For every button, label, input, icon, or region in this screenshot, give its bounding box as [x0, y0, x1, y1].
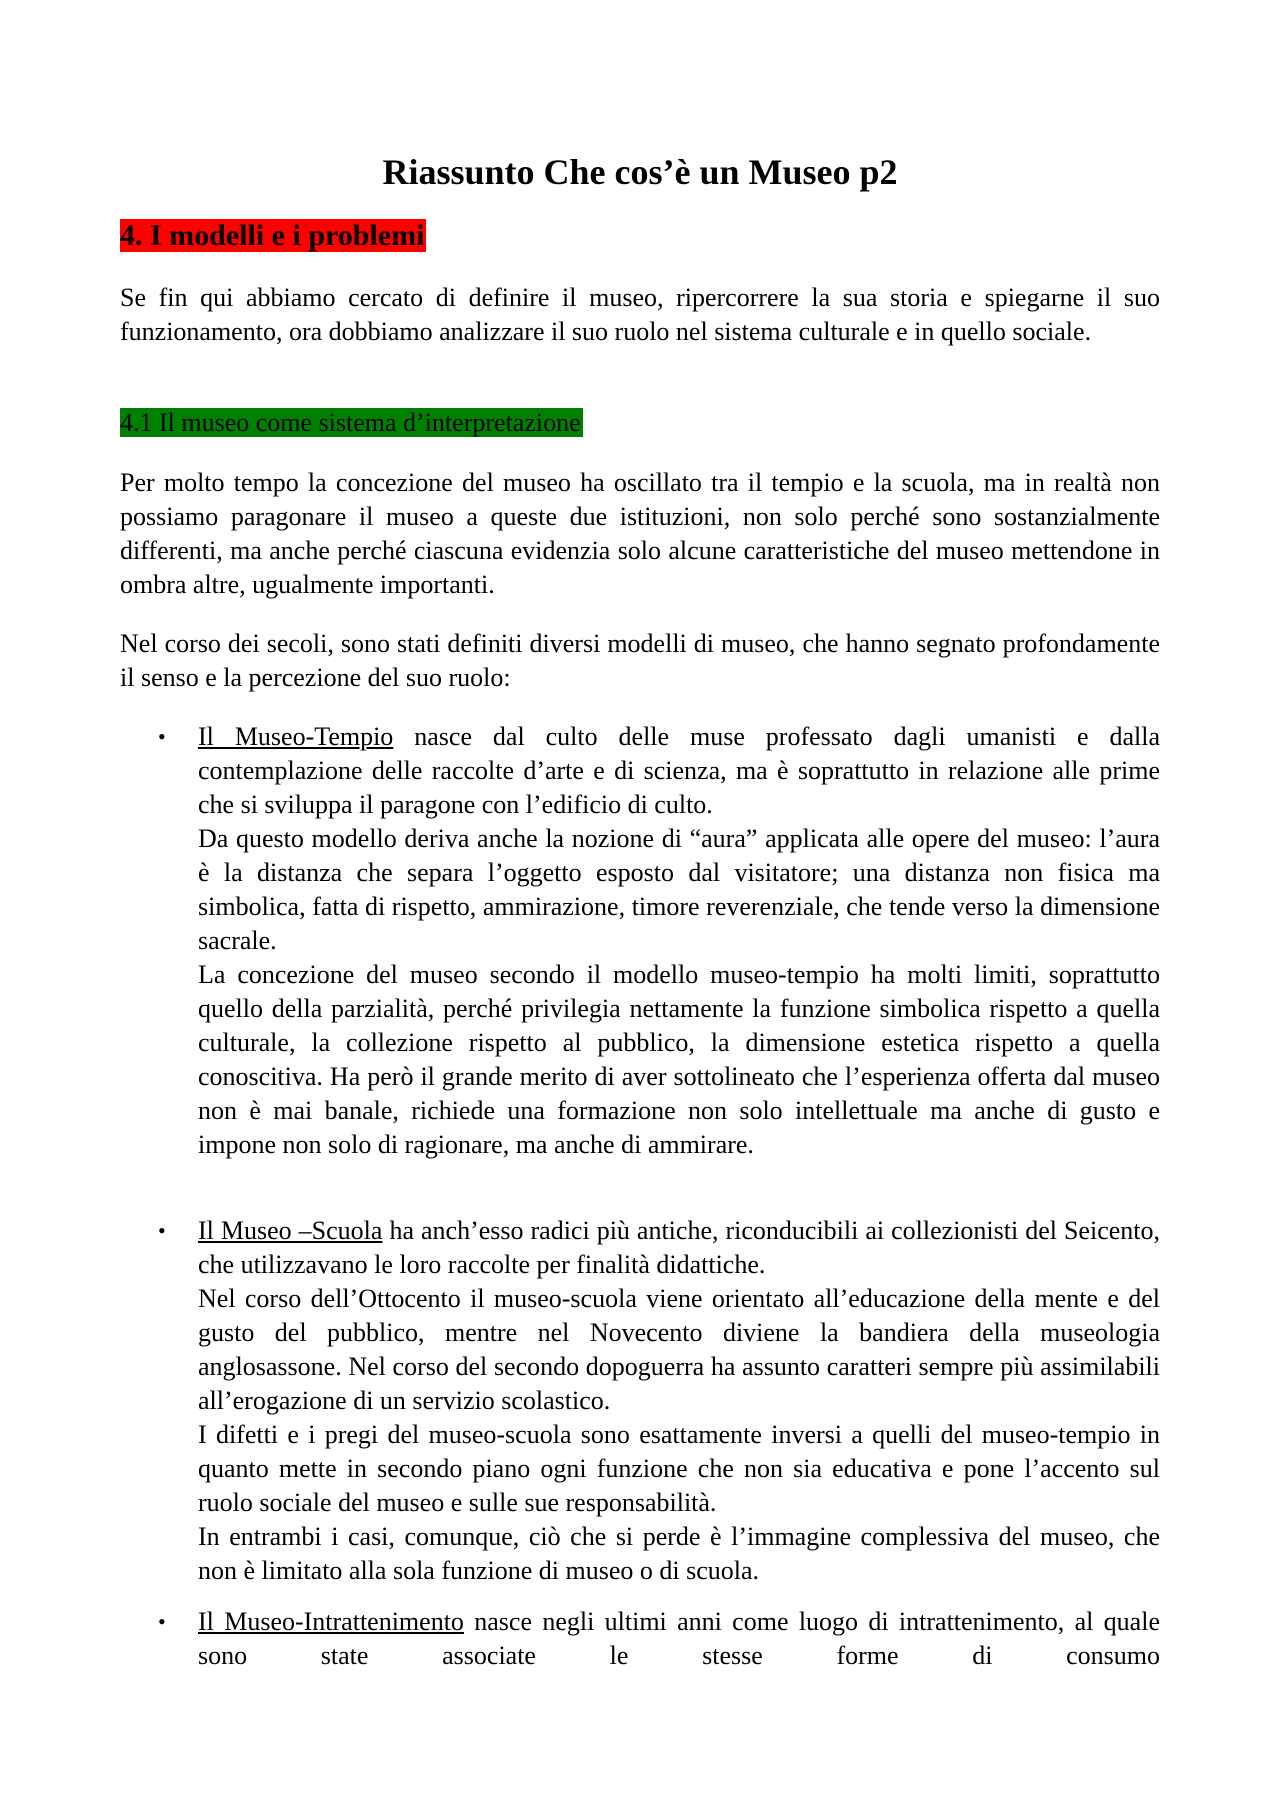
sentence: ha anch’esso radici più antiche, riconducibili ai collezionisti del Seicento, che utilizzavano le loro raccolte per finalità didattiche.	[198, 1216, 1160, 1279]
sentence: In entrambi i casi, comunque, ciò che si perde è l’immagine complessiva del museo, che non è limitato alla sola funzione di museo o di scuola.	[198, 1522, 1160, 1585]
section-heading-4-1	[120, 406, 583, 440]
list-item-text	[198, 720, 1160, 1162]
sentence: nasce negli ultimi anni come luogo di intrattenimento, al quale sono state associate le stesse forme di consumo	[198, 1607, 1160, 1670]
sentence: Da questo modello deriva anche la nozione di “aura” applicata alle opere del museo: l’aura è la distanza che separa l’oggetto esposto dal visitatore; una distanza non fisica ma simbolica, fatta di rispetto, ammirazione, timore reverenziale, che tende verso la dimensione sacrale.	[198, 824, 1160, 955]
bullet-icon: •	[158, 724, 166, 749]
bullet-icon: •	[158, 1609, 166, 1634]
term-museo-scuola: Il Museo –Scuola	[198, 1216, 383, 1245]
section-heading-4	[120, 216, 426, 256]
bullet-icon: •	[158, 1218, 166, 1243]
paragraph-tempio-scuola: Per molto tempo la concezione del museo ha oscillato tra il tempio e la scuola, ma in realtà non possiamo paragonare il museo a queste due istituzioni, non solo perché sono sostanzialmente differenti, ma anche perché ciascuna evidenzia solo alcune caratteristiche del museo mettendone in ombra altre, ugualmente importanti.	[120, 468, 1160, 599]
term-museo-intrattenimento: Il Museo-Intrattenimento	[198, 1607, 464, 1636]
sentence: La concezione del museo secondo il modello museo-tempio ha molti limiti, soprattutto quello della parzialità, perché privilegia nettamente la funzione simbolica rispetto a quella culturale, la collezione rispetto al pubblico, la dimensione estetica rispetto a quella conoscitiva. Ha però il grande merito di aver sottolineato che l’esperienza offerta dal museo non è mai banale, richiede una formazione non solo intellettuale ma anche di gusto e impone non solo di ragionare, ma anche di ammirare.	[198, 960, 1160, 1159]
paragraph-modelli: Nel corso dei secoli, sono stati definiti diversi modelli di museo, che hanno segnato profondamente il senso e la percezione del suo ruolo:	[120, 629, 1160, 692]
highlighted-heading-text: 4. I modelli e i problemi	[120, 219, 425, 252]
sentence: I difetti e i pregi del museo-scuola sono esattamente inversi a quelli del museo-tempio in quanto mette in secondo piano ogni funzione che non sia educativa e pone l’accento sul ruolo sociale del museo e sulle sue responsabilità.	[198, 1420, 1160, 1517]
list-item-text	[198, 1605, 1160, 1673]
term-museo-tempio: Il Museo-Tempio	[198, 722, 394, 751]
highlighted-subheading-text: 4.1 Il museo come sistema d’interpretazione	[120, 408, 581, 437]
sentence: nasce dal culto delle muse professato dagli umanisti e dalla contemplazione delle raccolte d’arte e di scienza, ma è soprattutto in relazione alle prime che si sviluppa il paragone con l’edificio di culto.	[198, 722, 1160, 819]
intro-paragraph: Se fin qui abbiamo cercato di definire il museo, ripercorrere la sua storia e spiegarne il suo funzionamento, ora dobbiamo analizzare il suo ruolo nel sistema culturale e in quello sociale.	[120, 283, 1160, 346]
list-item-text	[198, 1214, 1160, 1588]
sentence: Nel corso dell’Ottocento il museo-scuola viene orientato all’educazione della mente e del gusto del pubblico, mentre nel Novecento diviene la bandiera della museologia anglosassone. Nel corso del secondo dopoguerra ha assunto caratteri sempre più assimilabili all’erogazione di un servizio scolastico.	[198, 1284, 1160, 1415]
page-title: Riassunto Che cos’è un Museo p2	[382, 152, 898, 192]
